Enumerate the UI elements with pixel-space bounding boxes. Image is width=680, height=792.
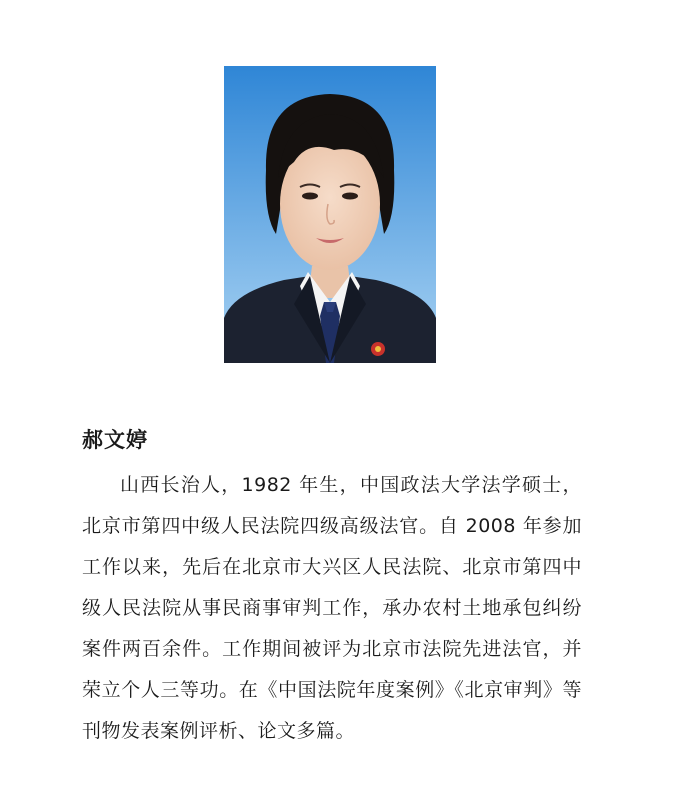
person-name: 郝文婷 [82, 428, 148, 452]
biography-paragraph: 山西长治人，1982 年生，中国政法大学法学硕士，北京市第四中级人民法院四级高级法官。自 2008 年参加工作以来，先后在北京市大兴区人民法院、北京市第四中级人民法院从事民商事审判工作，承办农村土地承包纠纷案件两百余件。工作期间被评为北京市法院先进法官，并荣立个人三等功。在《中国法院年度案例》《北京审判》等刊物发表案例评析、论文多篇。 [82, 474, 582, 742]
portrait-photo [224, 66, 436, 363]
